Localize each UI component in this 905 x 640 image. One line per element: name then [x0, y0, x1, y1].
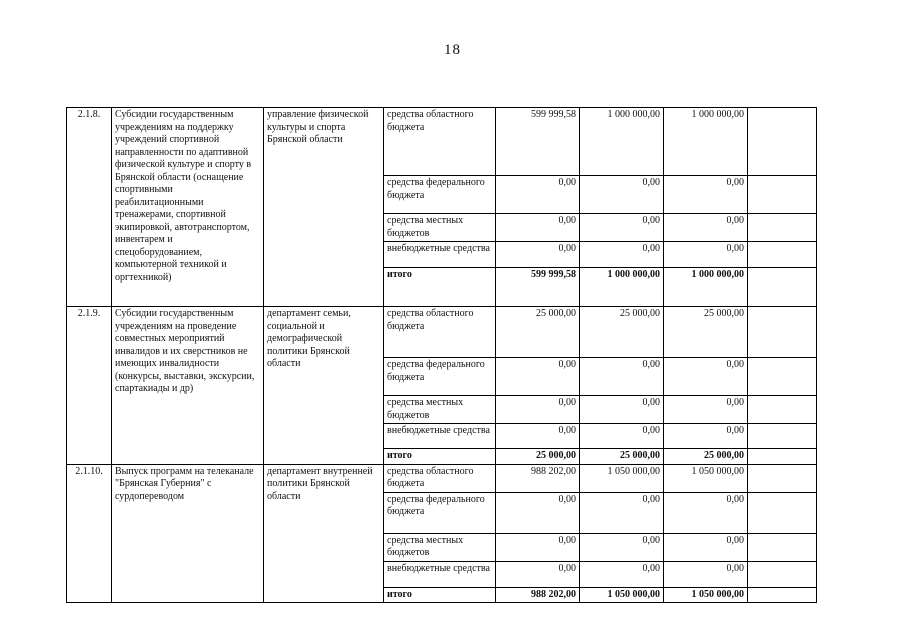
empty-cell [748, 492, 817, 533]
amount-year-3: 0,00 [664, 561, 748, 587]
amount-year-1: 0,00 [496, 358, 580, 396]
amount-year-2: 0,00 [580, 242, 664, 268]
amount-year-2: 0,00 [580, 424, 664, 449]
amount-year-2: 0,00 [580, 492, 664, 533]
source-label: средства федерального бюджета [384, 492, 496, 533]
page-number: 18 [444, 42, 461, 58]
source-label-total: итого [384, 449, 496, 465]
source-label: внебюджетные средства [384, 242, 496, 268]
empty-cell [748, 464, 817, 492]
executor-cell: управление физической культуры и спорта Брянской области [264, 108, 384, 307]
empty-cell [748, 449, 817, 465]
source-label: средства местных бюджетов [384, 214, 496, 242]
empty-cell [748, 533, 817, 561]
executor-cell: департамент семьи, социальной и демографической политики Брянской области [264, 307, 384, 465]
amount-year-3: 0,00 [664, 396, 748, 424]
table-row [67, 108, 817, 176]
source-label-total: итого [384, 587, 496, 603]
source-label: средства областного бюджета [384, 108, 496, 176]
amount-year-1: 0,00 [496, 214, 580, 242]
executor-cell: департамент внутренней политики Брянской области [264, 464, 384, 603]
amount-year-3: 1 000 000,00 [664, 108, 748, 176]
amount-year-3: 1 050 000,00 [664, 464, 748, 492]
empty-cell [748, 424, 817, 449]
total-year-3: 1 050 000,00 [664, 587, 748, 603]
amount-year-2: 0,00 [580, 561, 664, 587]
amount-year-2: 0,00 [580, 214, 664, 242]
source-label: средства местных бюджетов [384, 396, 496, 424]
amount-year-1: 0,00 [496, 396, 580, 424]
amount-year-1: 599 999,58 [496, 108, 580, 176]
amount-year-3: 25 000,00 [664, 307, 748, 358]
amount-year-1: 0,00 [496, 424, 580, 449]
amount-year-1: 25 000,00 [496, 307, 580, 358]
amount-year-3: 0,00 [664, 358, 748, 396]
amount-year-3: 0,00 [664, 533, 748, 561]
total-year-2: 1 050 000,00 [580, 587, 664, 603]
total-year-1: 599 999,58 [496, 268, 580, 307]
empty-cell [748, 307, 817, 358]
amount-year-3: 0,00 [664, 214, 748, 242]
source-label: средства федерального бюджета [384, 358, 496, 396]
empty-cell [748, 396, 817, 424]
source-label: средства федерального бюджета [384, 176, 496, 214]
empty-cell [748, 242, 817, 268]
total-year-3: 25 000,00 [664, 449, 748, 465]
total-year-2: 1 000 000,00 [580, 268, 664, 307]
amount-year-1: 0,00 [496, 242, 580, 268]
amount-year-3: 0,00 [664, 176, 748, 214]
amount-year-1: 0,00 [496, 561, 580, 587]
row-code: 2.1.9. [67, 307, 112, 465]
source-label: средства областного бюджета [384, 307, 496, 358]
table-row [67, 464, 817, 492]
amount-year-1: 988 202,00 [496, 464, 580, 492]
empty-cell [748, 176, 817, 214]
empty-cell [748, 268, 817, 307]
amount-year-3: 0,00 [664, 424, 748, 449]
amount-year-2: 1 050 000,00 [580, 464, 664, 492]
empty-cell [748, 358, 817, 396]
empty-cell [748, 108, 817, 176]
measure-name: Субсидии государственным учреждениям на проведение совместных мероприятий инвалидов и их сверстников не имеющих инвалидности (конкурсы, выставки, экскурсии, спартакиады и др) [112, 307, 264, 465]
row-code: 2.1.10. [67, 464, 112, 603]
total-year-2: 25 000,00 [580, 449, 664, 465]
amount-year-1: 0,00 [496, 176, 580, 214]
source-label-total: итого [384, 268, 496, 307]
empty-cell [748, 214, 817, 242]
measure-name: Выпуск программ на телеканале "Брянская Губерния" с сурдопереводом [112, 464, 264, 603]
source-label: внебюджетные средства [384, 561, 496, 587]
total-year-1: 25 000,00 [496, 449, 580, 465]
empty-cell [748, 587, 817, 603]
row-code: 2.1.8. [67, 108, 112, 307]
source-label: средства местных бюджетов [384, 533, 496, 561]
table-row [67, 307, 817, 358]
amount-year-2: 0,00 [580, 358, 664, 396]
amount-year-1: 0,00 [496, 533, 580, 561]
amount-year-3: 0,00 [664, 492, 748, 533]
empty-cell [748, 561, 817, 587]
amount-year-2: 0,00 [580, 176, 664, 214]
amount-year-2: 1 000 000,00 [580, 108, 664, 176]
amount-year-3: 0,00 [664, 242, 748, 268]
total-year-3: 1 000 000,00 [664, 268, 748, 307]
total-year-1: 988 202,00 [496, 587, 580, 603]
measure-name: Субсидии государственным учреждениям на поддержку учреждений спортивной направленности по адаптивной физической культуре и спорту в Брянской области (оснащение спортивными реабилитационными тренажерами, спортивной экипировкой, автотранспортом, инвентарем и спецоборудованием, компьютерной техникой и оргтехникой) [112, 108, 264, 307]
amount-year-2: 0,00 [580, 396, 664, 424]
source-label: внебюджетные средства [384, 424, 496, 449]
amount-year-2: 25 000,00 [580, 307, 664, 358]
source-label: средства областного бюджета [384, 464, 496, 492]
amount-year-2: 0,00 [580, 533, 664, 561]
amount-year-1: 0,00 [496, 492, 580, 533]
budget-table [66, 107, 817, 603]
